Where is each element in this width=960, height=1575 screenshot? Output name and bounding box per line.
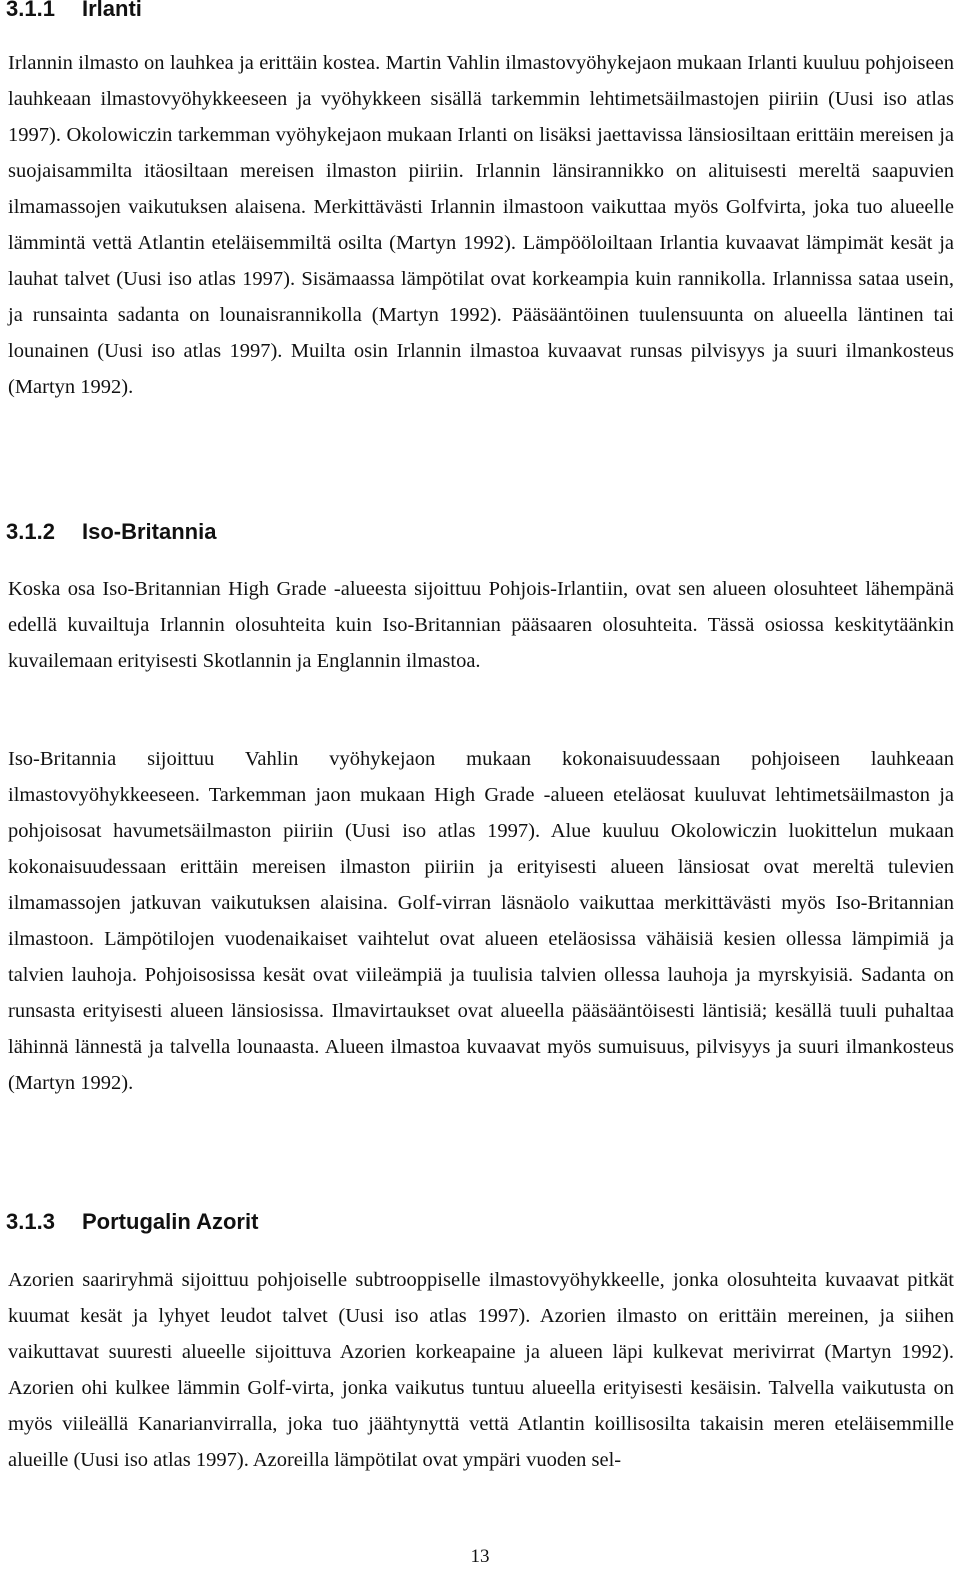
section-number: 3.1.2: [6, 519, 55, 544]
paragraph-azorit: Azorien saariryhmä sijoittuu pohjoiselle subtrooppiselle ilmastovyöhykkeelle, jonka olosuhteita kuvaavat pitkät kuumat kesät ja lyhyet leudot talvet (Uusi iso atlas 1997). Azorien ilmasto on erittäin mereinen, ja siihen vaikuttavat suuresti alueelle sijoittuva Azorien korkeapaine ja alueen läpi kulkevat merivirrat (Martyn 1992). Azorien ohi kulkee lämmin Golf-virta, jonka vaikutus tuntuu alueella erityisesti kesäisin. Talvella vaikutusta on myös viileällä Kanarianvirralla, joka tuo jäähtynyttä vettä Atlantin koillisosilta takaisin meren eteläisemmille alueille (Uusi iso atlas 1997). Azoreilla lämpötilat ovat ympäri vuoden sel-: [8, 1269, 954, 1471]
section-heading-iso-britannia: [6, 519, 216, 545]
paragraph-iso-britannia-1: Koska osa Iso-Britannian High Grade -alueesta sijoittuu Pohjois-Irlantiin, ovat sen alueen olosuhteet lähempänä edellä kuvailtuja Irlannin olosuhteita kuin Iso-Britannian pääsaaren olosuhteita. Tässä osiossa keskitytäänkin kuvailemaan erityisesti Skotlannin ja Englannin ilmastoa.: [8, 578, 954, 672]
page-number: 13: [470, 1546, 490, 1567]
section-number: 3.1.3: [6, 1209, 55, 1234]
section-number: 3.1.1: [6, 0, 55, 21]
paragraph-iso-britannia-2: Iso-Britannia sijoittuu Vahlin vyöhykejaon mukaan kokonaisuudessaan pohjoiseen lauhkeaan ilmastovyöhykkeeseen. Tarkemman jaon mukaan High Grade -alueen eteläosat kuuluvat lehtimetsäilmaston ja pohjoisosat havumetsäilmaston piiriin (Uusi iso atlas 1997). Alue kuuluu Okolowiczin luokittelun mukaan kokonaisuudessaan erittäin mereisen ilmaston piiriin ja erityisesti alueen länsiosat ovat mereltä tulevien ilmamassojen jatkuvan vaikutuksen alaisina. Golf-virran läsnäolo vaikuttaa merkittävästi myös Iso-Britannian ilmastoon. Lämpötilojen vuodenaikaiset vaihtelut ovat alueen eteläosissa vähäisiä kesien ollessa lämpimiä ja talvien lauhoja. Pohjoisosissa kesät ovat viileämpiä ja tuulisia talvien ollessa lauhoja ja myrskyisiä. Sadanta on runsasta erityisesti alueen länsiosissa. Ilmavirtaukset ovat alueella pääsääntöisesti läntisiä; kesällä tuuli puhaltaa lähinnä lännestä ja talvella lounaasta. Alueen ilmastoa kuvaavat myös sumuisuus, pilvisyys ja suuri ilmankosteus (Martyn 1992).: [8, 748, 954, 1094]
section-title: Irlanti: [82, 0, 142, 21]
section-heading-irlanti: [6, 0, 142, 22]
paragraph-irlanti: Irlannin ilmasto on lauhkea ja erittäin kostea. Martin Vahlin ilmastovyöhykejaon mukaan Irlanti kuuluu pohjoiseen lauhkeaan ilmastovyöhykkeeseen ja vyöhykkeen sisällä tarkemmin lehtimetsäilmastojen piiriin (Uusi iso atlas 1997). Okolowiczin tarkemman vyöhykejaon mukaan Irlanti on lisäksi jaettavissa länsiosiltaan erittäin mereisen ja suojaisammilta itäosiltaan mereisen ilmaston piiriin. Irlannin länsirannikko on alituisesti mereltä saapuvien ilmamassojen vaikutuksen alaisena. Merkittävästi Irlannin ilmastoon vaikuttaa myös Golfvirta, joka tuo alueelle lämmintä vettä Atlantin eteläisemmiltä osilta (Martyn 1992). Lämpööloiltaan Irlantia kuvaavat lämpimät kesät ja lauhat talvet (Uusi iso atlas 1997). Sisämaassa lämpötilat ovat korkeampia kuin rannikolla. Irlannissa sataa usein, ja runsainta sadanta on lounaisrannikolla (Martyn 1992). Pääsääntöinen tuulensuunta on alueella läntinen tai lounainen (Uusi iso atlas 1997). Muilta osin Irlannin ilmastoa kuvaavat runsas pilvisyys ja suuri ilmankosteus (Martyn 1992).: [8, 52, 954, 398]
section-heading-portugalin-azorit: [6, 1209, 258, 1235]
section-title: Portugalin Azorit: [82, 1209, 259, 1234]
section-title: Iso-Britannia: [82, 519, 217, 544]
